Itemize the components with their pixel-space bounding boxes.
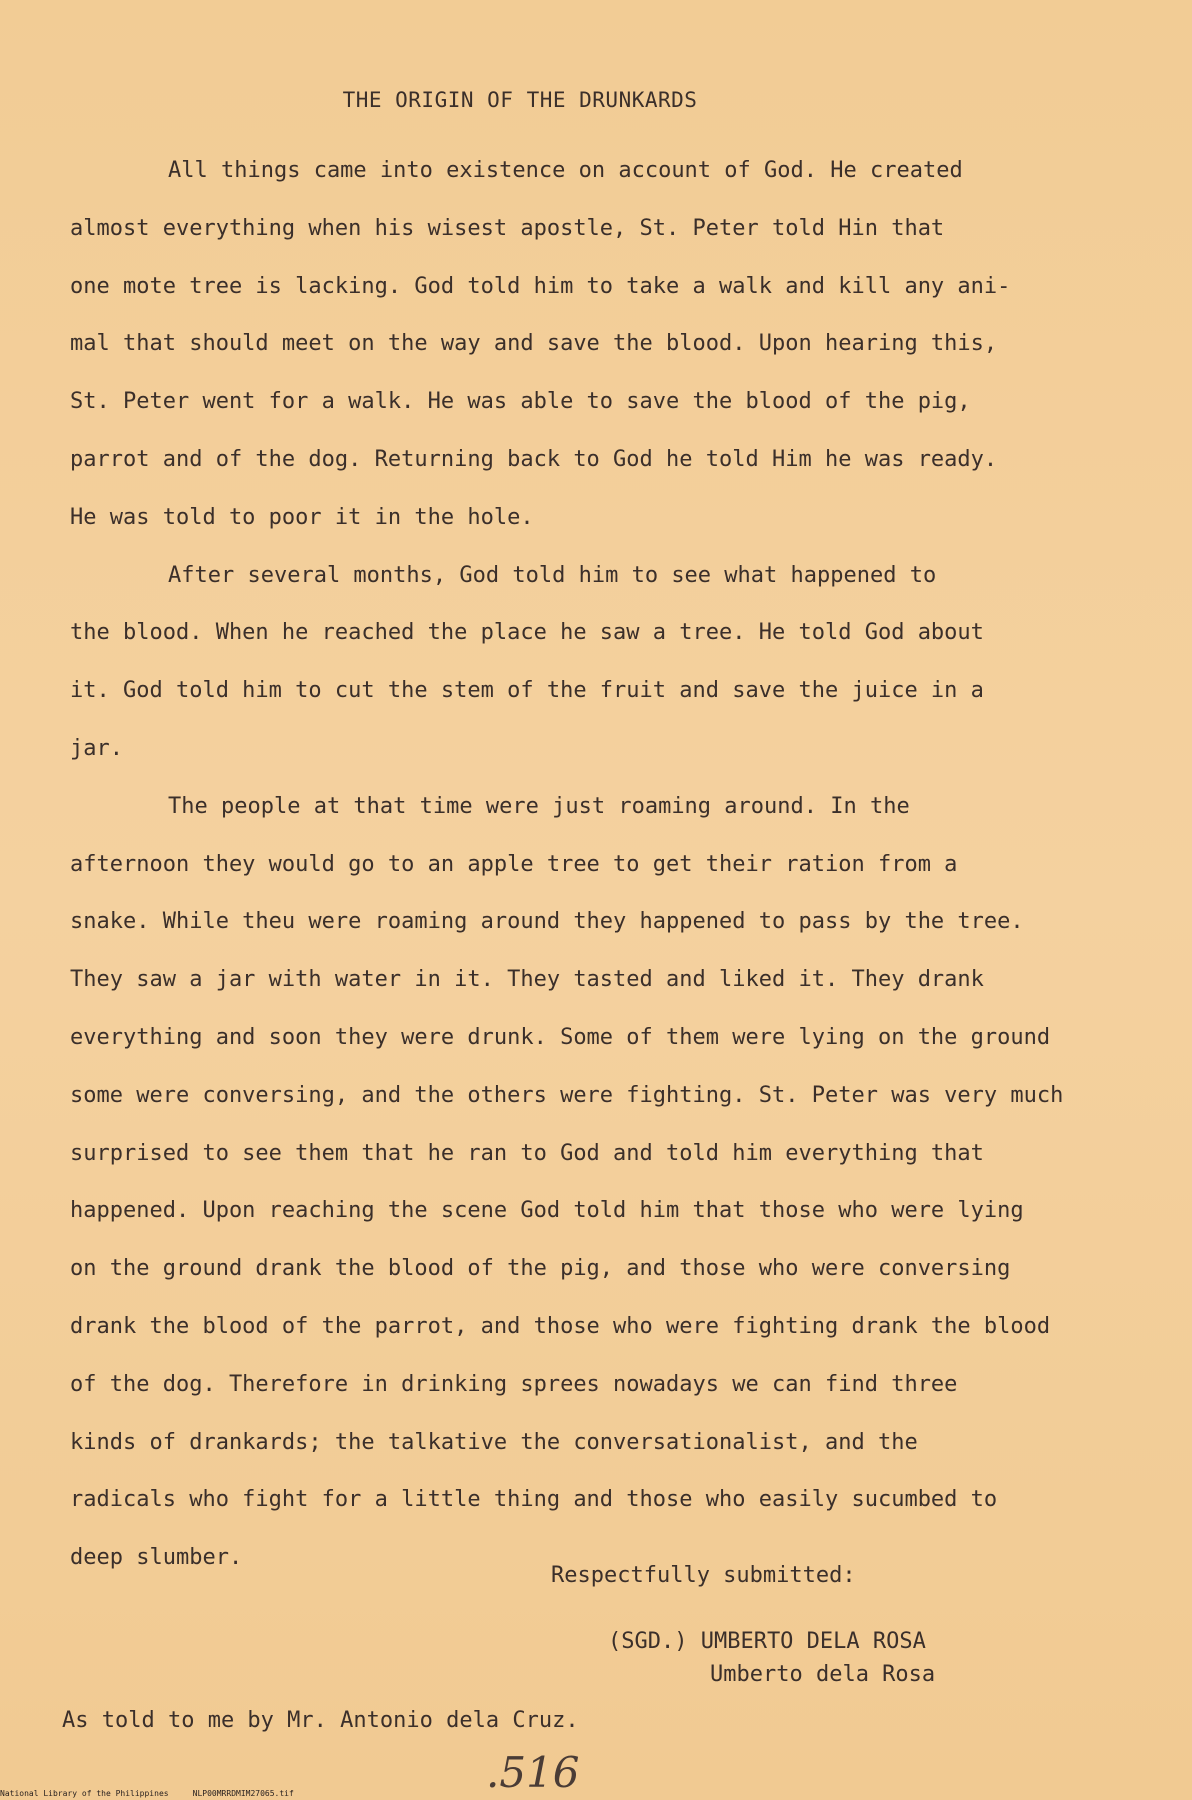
body-line: it. God told him to cut the stem of the fruit and save the juice in a (70, 678, 984, 704)
signature-block (608, 1625, 935, 1691)
body-line: kinds of drankards; the talkative the conversationalist, and the (70, 1429, 918, 1455)
body-line: The people at that time were just roaming around. In the (168, 793, 910, 819)
body-line: surprised to see them that he ran to God and told him everything that (70, 1140, 984, 1166)
body-line: some were conversing, and the others were fighting. St. Peter was very much (70, 1082, 1064, 1108)
body-line: snake. While theu were roaming around they happened to pass by the tree. (70, 909, 1024, 935)
archive-footer: National Library of the Philippines NLP00MRRDMIM27065.tif (0, 1789, 294, 1798)
signature-line: (SGD.) UMBERTO DELA ROSA (608, 1629, 926, 1654)
body-line: After several months, God told him to see what happened to (168, 562, 937, 588)
body-line: jar. (70, 735, 123, 761)
body-line: All things came into existence on account of God. He created (168, 158, 963, 183)
body-line: almost everything when his wisest apostle, St. Peter told Hin that (70, 215, 945, 241)
handwritten-page-number: .516 (486, 1748, 580, 1797)
body-line: on the ground drank the blood of the pig, and those who were conversing (70, 1256, 1011, 1282)
story-body (70, 142, 1150, 1587)
body-line: mal that should meet on the way and save the blood. Upon hearing this, (70, 331, 998, 357)
body-line: He was told to poor it in the hole. (70, 504, 534, 530)
body-line: everything and soon they were drunk. Some of them were lying on the ground (70, 1024, 1051, 1050)
typed-name: Umberto dela Rosa (710, 1662, 936, 1687)
body-line: drank the blood of the parrot, and those who were fighting drank the blood (70, 1313, 1051, 1339)
document-title: THE ORIGIN OF THE DRUNKARDS (342, 88, 698, 112)
body-line: parrot and of the dog. Returning back to God he told Him he was ready. (70, 446, 998, 472)
body-line: They saw a jar with water in it. They tasted and liked it. They drank (70, 967, 984, 993)
body-line: happened. Upon reaching the scene God told him that those who were lying (70, 1198, 1024, 1224)
body-line: afternoon they would go to an apple tree to get their ration from a (70, 851, 958, 877)
body-line: radicals who fight for a little thing and those who easily sucumbed to (70, 1487, 998, 1513)
closing-line: Respectfully submitted: (551, 1563, 856, 1588)
body-line: one mote tree is lacking. God told him to take a walk and kill any ani- (70, 273, 1011, 299)
body-line: deep slumber. (70, 1545, 243, 1571)
body-line: St. Peter went for a walk. He was able to save the blood of the pig, (70, 389, 971, 415)
source-note: As told to me by Mr. Antonio dela Cruz. (62, 1708, 579, 1733)
body-line: of the dog. Therefore in drinking sprees nowadays we can find three (70, 1371, 958, 1397)
body-line: the blood. When he reached the place he saw a tree. He told God about (70, 620, 984, 646)
